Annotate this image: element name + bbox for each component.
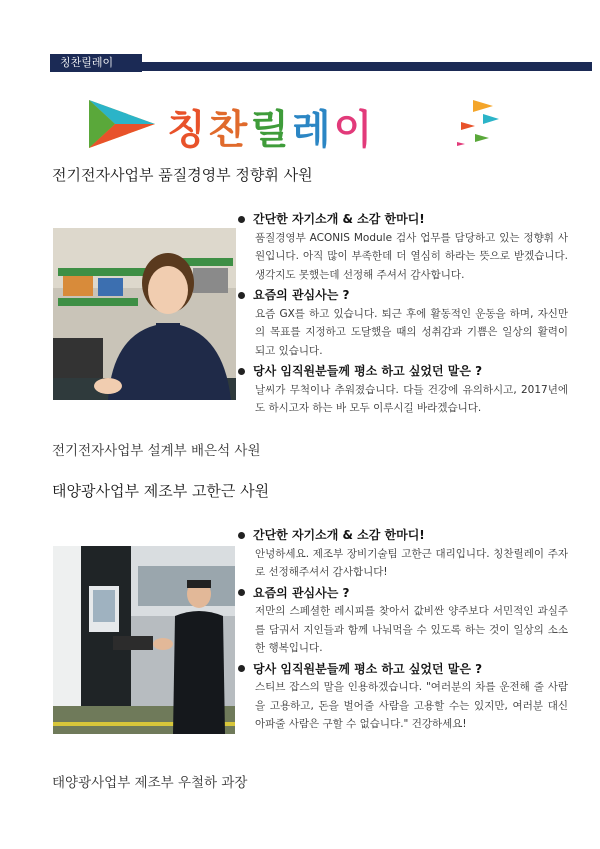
employee-photo: [53, 546, 235, 734]
title-char: 릴: [250, 107, 292, 153]
answer: 스티브 잡스의 말을 인용하겠습니다. "여러분의 차를 운전해 줄 사람을 고용하고, 돈을 벌어줄 사람을 고용할 수는 있지만, 여러분 대신 아파줄 사람은 구할 수 없습니다." 건강하세요!: [255, 681, 568, 730]
title-char: 찬: [208, 107, 251, 153]
bullet-icon: [238, 532, 245, 539]
section-tab: 칭찬릴레이: [50, 54, 142, 72]
answer: 저만의 스페셜한 레시피를 찾아서 값비싼 양주보다 서민적인 과실주를 담궈서 지인들과 함께 나눠먹을 수 있도록 하는 것이 일상의 소소한 행복입니다.: [255, 605, 568, 654]
answer: 품질경영부 ACONIS Module 검사 업무를 담당하고 있는 정향휘 사원입니다. 아직 많이 부족한데 더 열심히 하라는 뜻으로 받겠습니다. 생각지도 못했는데 선정해 주셔서 감사합니다.: [255, 231, 568, 281]
title-char: 레: [291, 107, 334, 153]
question: 간단한 자기소개 & 소감 한마디!: [238, 210, 568, 229]
title-text: [167, 98, 375, 155]
bullet-icon: [238, 665, 245, 672]
section-heading: 전기전자사업부 품질경영부 정향휘 사원: [52, 166, 313, 184]
question: 요즘의 관심사는 ?: [238, 286, 568, 305]
bullet-icon: [238, 216, 245, 223]
answer: 날씨가 무척이나 추워졌습니다. 다들 건강에 유의하시고, 2017년에도 하시고자 하는 바 모두 이루시길 바라겠습니다.: [255, 383, 568, 414]
bullet-icon: [238, 368, 245, 375]
question: 당사 임직원분들께 평소 하고 싶었던 말은 ?: [238, 362, 568, 381]
title-char: 칭: [167, 107, 209, 153]
title-char: 이: [333, 107, 376, 153]
interview-block: [238, 208, 568, 418]
question: 당사 임직원분들께 평소 하고 싶었던 말은 ?: [238, 660, 568, 679]
confetti-arrows-icon: [453, 96, 513, 152]
bullet-icon: [238, 589, 245, 596]
employee-photo: [53, 228, 236, 400]
section-heading: 태양광사업부 제조부 고한근 사원: [52, 482, 270, 500]
question: 요즘의 관심사는 ?: [238, 584, 568, 603]
play-arrows-icon: [85, 96, 163, 152]
answer: 안녕하세요. 제조부 장비기술팀 고한근 대리입니다. 칭찬릴레이 주자로 선정해주셔서 감사합니다!: [255, 547, 568, 578]
interview-block: [238, 524, 568, 734]
bullet-icon: [238, 292, 245, 299]
question: 간단한 자기소개 & 소감 한마디!: [238, 526, 568, 545]
next-nominee: 태양광사업부 제조부 우철하 과장: [52, 775, 248, 791]
praise-relay-title: [85, 96, 505, 152]
next-nominee: 전기전자사업부 설계부 배은석 사원: [52, 443, 261, 459]
answer: 요즘 GX를 하고 있습니다. 퇴근 후에 활동적인 운동을 하며, 자신만의 목표를 지정하고 도달했을 때의 성취감과 기쁨은 일상의 활력이 되고 있습니다.: [255, 307, 568, 357]
